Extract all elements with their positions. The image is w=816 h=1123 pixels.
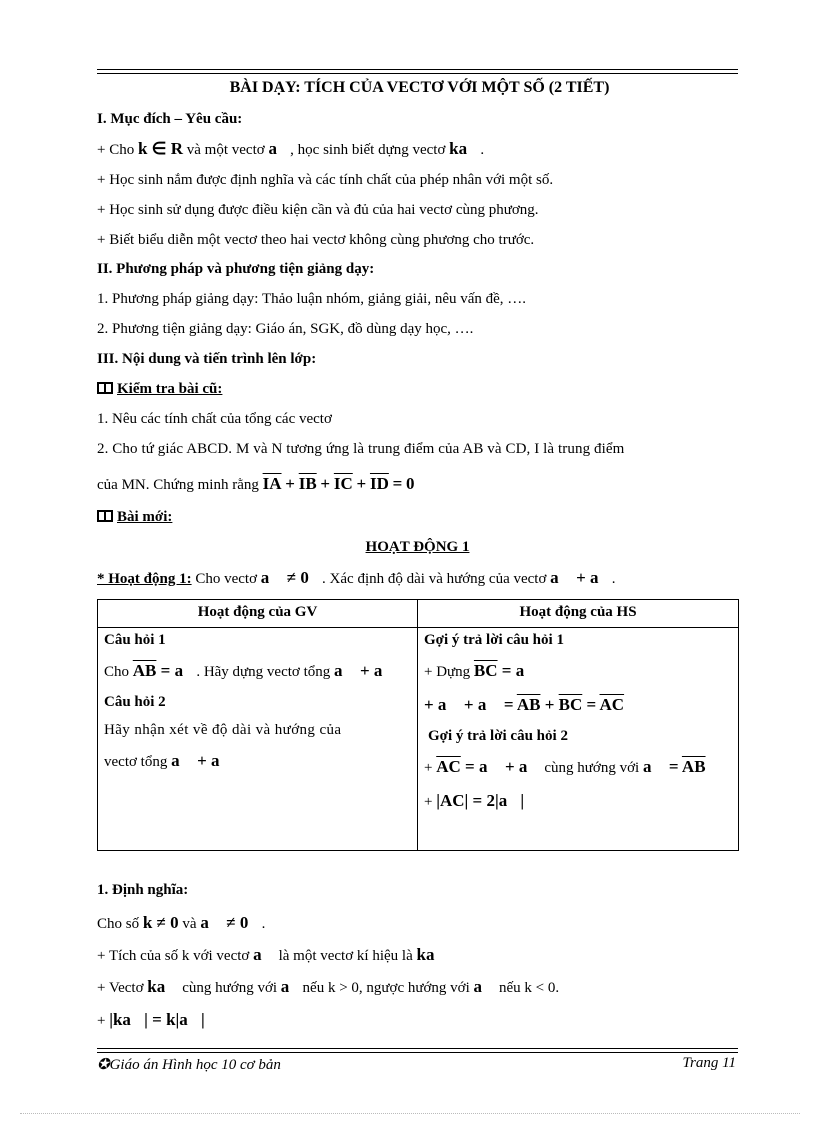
text: cùng hướng với bbox=[178, 980, 281, 996]
text: nếu k < 0. bbox=[495, 980, 560, 996]
hs-a2: Gợi ý trả lời câu hỏi 2 bbox=[428, 728, 568, 744]
definition-line-1 bbox=[97, 913, 742, 934]
math: ka⃗ bbox=[147, 977, 179, 996]
kiemtra-item-2-cont bbox=[97, 474, 742, 495]
section1-item-4: + Biết biểu diễn một vectơ theo hai vectơ không cùng phương cho trước. bbox=[97, 232, 535, 248]
gv-q2-line2 bbox=[104, 746, 411, 780]
text: . bbox=[480, 142, 485, 158]
math: = a⃗ + a⃗ bbox=[460, 757, 541, 776]
hs-a2-l1 bbox=[424, 752, 732, 786]
text: Cho số bbox=[97, 916, 143, 932]
math: a⃗ ≠ 0⃗ bbox=[200, 913, 262, 932]
math: a⃗ bbox=[473, 977, 496, 996]
text: và một vectơ bbox=[183, 142, 269, 158]
math: = a⃗ bbox=[156, 661, 197, 680]
book-icon bbox=[97, 510, 113, 522]
text: , học sinh biết dựng vectơ bbox=[290, 142, 450, 158]
text: là một vectơ kí hiệu là bbox=[274, 948, 417, 964]
text: và bbox=[178, 916, 201, 932]
math: |AC| = 2|a⃗| bbox=[436, 791, 525, 810]
zero-vec: 0⃗ bbox=[406, 474, 428, 493]
activity-banner: HOẠT ĐỘNG 1 bbox=[365, 539, 470, 555]
definition-heading: 1. Định nghĩa: bbox=[97, 882, 189, 898]
text: . Hãy dựng vectơ tổng bbox=[196, 664, 335, 680]
math: ka⃗ bbox=[416, 945, 448, 964]
vec-ac: $\overline{AC}$ bbox=[436, 757, 461, 776]
text: + bbox=[424, 760, 437, 776]
text: Cho vectơ bbox=[191, 571, 261, 587]
definition-line-2 bbox=[97, 945, 742, 966]
vec-id: $\overline{ID}$ bbox=[369, 474, 389, 493]
header-rule-top bbox=[97, 69, 738, 70]
footer-page-number: Trang 11 bbox=[682, 1055, 736, 1071]
text: của MN. Chứng minh rằng bbox=[97, 477, 263, 493]
math-k-in-r: k ∈ R bbox=[137, 139, 184, 158]
section3-heading: III. Nội dung và tiến trình lên lớp: bbox=[97, 351, 317, 367]
gv-q2: Câu hỏi 2 bbox=[104, 694, 166, 710]
plus-sign: + bbox=[356, 474, 367, 493]
hs-cell bbox=[418, 628, 739, 851]
plus-sign: + bbox=[320, 474, 331, 493]
gv-cell bbox=[98, 628, 418, 851]
bottom-dotted-line bbox=[20, 1113, 800, 1114]
table-header-row bbox=[98, 600, 739, 628]
col-hs: Hoạt động của HS bbox=[418, 600, 739, 628]
vec-bc: $\overline{BC}$ bbox=[558, 695, 583, 714]
definition-line-4 bbox=[97, 1010, 742, 1031]
math-cond: a⃗ ≠ 0⃗ bbox=[260, 568, 323, 587]
section2-item-1: 1. Phương pháp giảng dạy: Thảo luận nhóm, giảng giải, nêu vấn đề, …. bbox=[97, 291, 527, 307]
text: + Vectơ bbox=[97, 980, 148, 996]
kiemtra-label-row bbox=[97, 379, 742, 399]
activity-intro bbox=[97, 568, 742, 589]
text: cùng hướng với bbox=[540, 760, 643, 776]
text: . bbox=[611, 571, 616, 587]
math: a⃗ + a⃗ bbox=[171, 751, 233, 770]
vec-ab: $\overline{AB}$ bbox=[132, 661, 157, 680]
gv-q2-line1: Hãy nhận xét về độ dài và hướng của bbox=[104, 722, 342, 738]
text: Cho bbox=[104, 664, 133, 680]
math: k ≠ 0 bbox=[142, 913, 179, 932]
section2-heading: II. Phương pháp và phương tiện giảng dạy: bbox=[97, 261, 375, 277]
math: a⃗ bbox=[253, 945, 275, 964]
hs-a1: Gợi ý trả lời câu hỏi 1 bbox=[424, 632, 564, 648]
kiemtra-item-1: 1. Nêu các tính chất của tổng các vectơ bbox=[97, 411, 332, 427]
math: = a⃗ bbox=[497, 661, 538, 680]
math: a⃗ + a⃗ bbox=[334, 661, 396, 680]
text: vectơ tổng bbox=[104, 754, 172, 770]
baimoi-label-row bbox=[97, 507, 742, 527]
text: + Dựng bbox=[424, 664, 474, 680]
footer-rule-bottom bbox=[97, 1052, 738, 1053]
kiemtra-item-2: 2. Cho tứ giác ABCD. M và N tương ứng là trung điểm của AB và CD, I là trung điểm bbox=[97, 441, 625, 457]
math: a⃗ = bbox=[642, 757, 682, 776]
math: |ka⃗| = k|a⃗| bbox=[109, 1010, 205, 1029]
activity-table bbox=[97, 599, 739, 851]
gv-q1: Câu hỏi 1 bbox=[104, 632, 166, 648]
text: . Xác định độ dài và hướng của vectơ bbox=[322, 571, 551, 587]
text: nếu k > 0, ngược hướng với bbox=[302, 980, 474, 996]
page-title: BÀI DẠY: TÍCH CỦA VECTƠ VỚI MỘT SỐ (2 TIẾT) bbox=[229, 79, 610, 96]
table-row bbox=[98, 628, 739, 851]
section1-item-1 bbox=[97, 139, 742, 160]
text: + Tích của số k với vectơ bbox=[97, 948, 254, 964]
footer-left: ✪Giáo án Hình học 10 cơ bản bbox=[97, 1057, 281, 1073]
vec-ab: $\overline{AB}$ bbox=[516, 695, 541, 714]
vec-ia: $\overline{IA}$ bbox=[262, 474, 282, 493]
hs-a2-l2 bbox=[424, 786, 732, 820]
vec-bc: $\overline{BC}$ bbox=[473, 661, 498, 680]
math-sum: a⃗ + a⃗ bbox=[550, 568, 612, 587]
hs-a1-l2 bbox=[424, 690, 732, 724]
math-vec-ka: ka⃗ bbox=[449, 139, 481, 158]
text: . bbox=[261, 916, 266, 932]
math-vec-a: a⃗ bbox=[268, 139, 291, 158]
math: + a⃗ + a⃗ = bbox=[424, 695, 517, 714]
text: + Cho bbox=[97, 142, 138, 158]
activity-label: * Hoạt động 1: bbox=[97, 571, 192, 587]
math: a⃗ bbox=[280, 977, 303, 996]
vec-ab: $\overline{AB}$ bbox=[681, 757, 706, 776]
vec-ac: $\overline{AC}$ bbox=[599, 695, 625, 714]
plus-sign: + bbox=[540, 695, 559, 714]
book-icon bbox=[97, 382, 113, 394]
equals-sign: = bbox=[392, 474, 403, 493]
vec-ib: $\overline{IB}$ bbox=[298, 474, 317, 493]
baimoi-label: Bài mới: bbox=[117, 509, 173, 525]
vec-ic: $\overline{IC}$ bbox=[333, 474, 353, 493]
section2-item-2: 2. Phương tiện giảng dạy: Giáo án, SGK, đồ dùng dạy học, …. bbox=[97, 321, 474, 337]
definition-line-3 bbox=[97, 977, 742, 998]
gv-q1-text bbox=[104, 656, 411, 690]
text: + bbox=[97, 1013, 110, 1029]
hs-a1-l1 bbox=[424, 656, 732, 690]
plus-sign: + bbox=[285, 474, 295, 493]
section1-item-3: + Học sinh sử dụng được điều kiện cần và đủ của hai vectơ cùng phương. bbox=[97, 202, 539, 218]
col-gv: Hoạt động của GV bbox=[98, 600, 418, 628]
header-rule-bottom bbox=[97, 73, 738, 74]
kiemtra-label: Kiểm tra bài cũ: bbox=[117, 381, 223, 397]
footer-rule-top bbox=[97, 1048, 738, 1049]
section1-item-2: + Học sinh nắm được định nghĩa và các tính chất của phép nhân với một số. bbox=[97, 172, 554, 188]
text: + bbox=[424, 794, 437, 810]
section1-heading: I. Mục đích – Yêu cầu: bbox=[97, 111, 243, 127]
equals-sign: = bbox=[582, 695, 600, 714]
